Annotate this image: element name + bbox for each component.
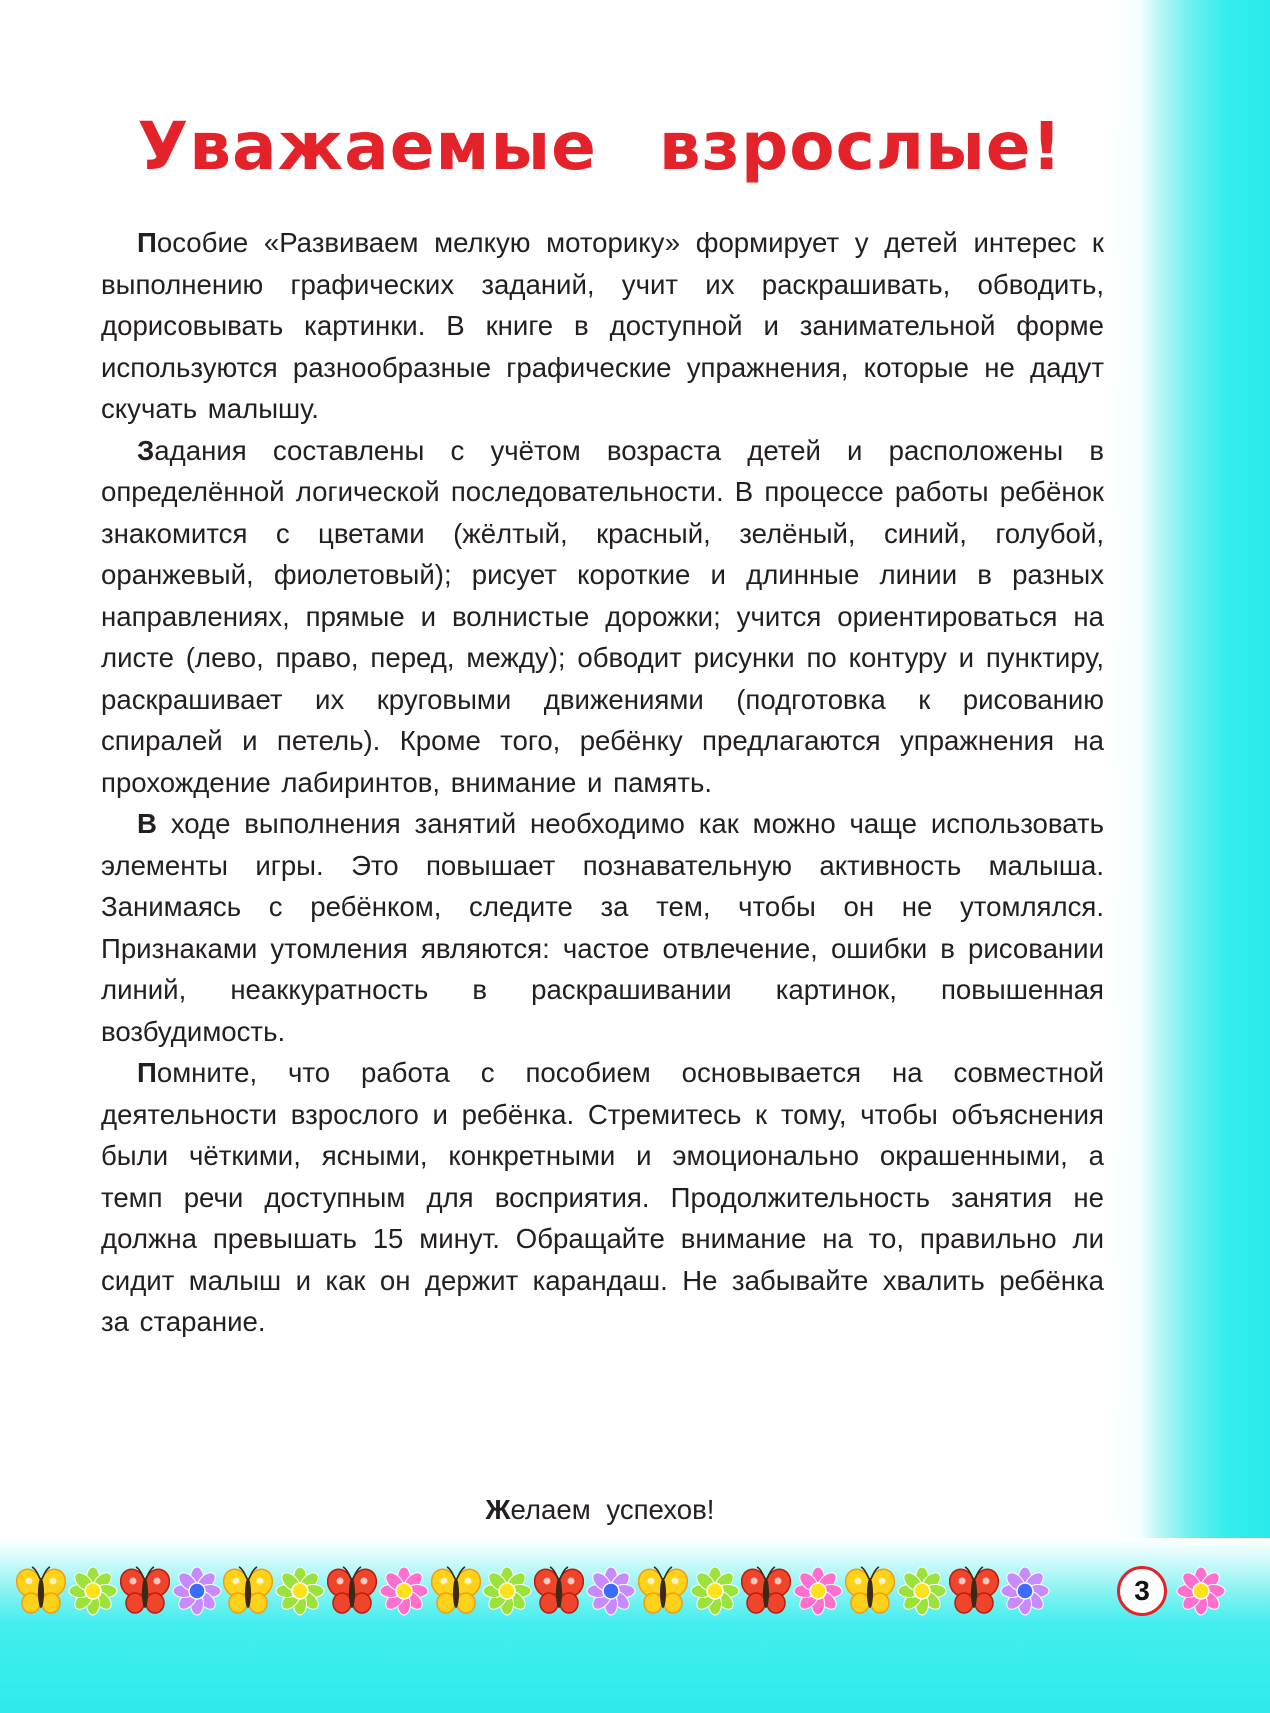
butterfly-icon [223, 1563, 273, 1619]
paragraph-text: особие «Развиваем мелкую моторику» формирует у детей интерес к выполнению графических заданий, учит их раскрашивать, обводить, дорисовывать картинки. В книге в доступной и занимательной форме используются разнообразные графические упражнения, которые не дадут скучать малышу. [101, 227, 1104, 424]
butterfly-icon [638, 1563, 688, 1619]
decor-border-row [16, 1563, 1236, 1625]
paragraph-text: омните, что работа с пособием основывается на совместной деятельности взрослого и ребёнка. Стремитесь к тому, чтобы объяснения были чёткими, ясными, конкретными и эмоционально окрашенными, а темп речи доступным для восприятия. Продолжительность занятия не должна превышать 15 минут. Обращайте внимание на то, правильно ли сидит малыш и как он держит карандаш. Не забывайте хвалить ребёнка за старание. [101, 1057, 1104, 1337]
butterfly-icon [16, 1563, 66, 1619]
butterfly-icon [949, 1563, 999, 1619]
paragraph-initial: В [137, 808, 157, 839]
flower-icon [68, 1563, 118, 1619]
closing-initial: Ж [485, 1494, 511, 1525]
page-title: Уважаемые взрослые! [137, 108, 1063, 185]
flower-icon [1000, 1563, 1050, 1619]
butterfly-icon [327, 1563, 377, 1619]
flower-icon [1176, 1563, 1226, 1619]
flower-icon [172, 1563, 222, 1619]
flower-icon [379, 1563, 429, 1619]
paragraph-text: адания составлены с учётом возраста детей и расположены в определённой логической последовательности. В процессе работы ребёнок знакомится с цветами (жёлтый, красный, зелёный, синий, голубой, оранжевый, фиолетовый); рисует короткие и длинные линии в разных направлениях, прямые и волнистые дорожки; учится ориентироваться на листе (лево, право, перед, между); обводит рисунки по контуру и пунктиру, раскрашивает их круговыми движениями (подготовка к рисованию спиралей и петель). Кроме того, ребёнку предлагаются упражнения на прохождение лабиринтов, внимание и память. [101, 434, 1104, 798]
flower-icon [793, 1563, 843, 1619]
paragraph-initial: П [137, 227, 157, 258]
butterfly-icon [534, 1563, 584, 1619]
flower-icon [586, 1563, 636, 1619]
paragraph-text: ходе выполнения занятий необходимо как можно чаще использовать элементы игры. Это повышает познавательную активность малыша. Занимаясь с ребёнком, следите за тем, чтобы он не утомлялся. Признаками утомления являются: частое отвлечение, ошибки в рисовании линий, неаккуратность в раскрашивании картинок, повышенная возбудимость. [101, 808, 1104, 1047]
paragraph-initial: П [137, 1057, 157, 1088]
flower-icon [482, 1563, 532, 1619]
page-number-badge: 3 [1117, 1566, 1167, 1616]
flower-icon [897, 1563, 947, 1619]
body-text [101, 222, 1104, 1343]
butterfly-icon [120, 1563, 170, 1619]
paragraph-1 [101, 222, 1104, 430]
butterfly-icon [431, 1563, 481, 1619]
closing-wish [0, 1494, 1200, 1526]
flower-icon [690, 1563, 740, 1619]
butterfly-icon [741, 1563, 791, 1619]
butterfly-icon [845, 1563, 895, 1619]
paragraph-2 [101, 430, 1104, 804]
paragraph-initial: З [137, 434, 155, 466]
paragraph-3 [101, 803, 1104, 1052]
flower-icon [275, 1563, 325, 1619]
paragraph-4 [101, 1052, 1104, 1343]
closing-text: елаем успехов! [510, 1494, 715, 1525]
